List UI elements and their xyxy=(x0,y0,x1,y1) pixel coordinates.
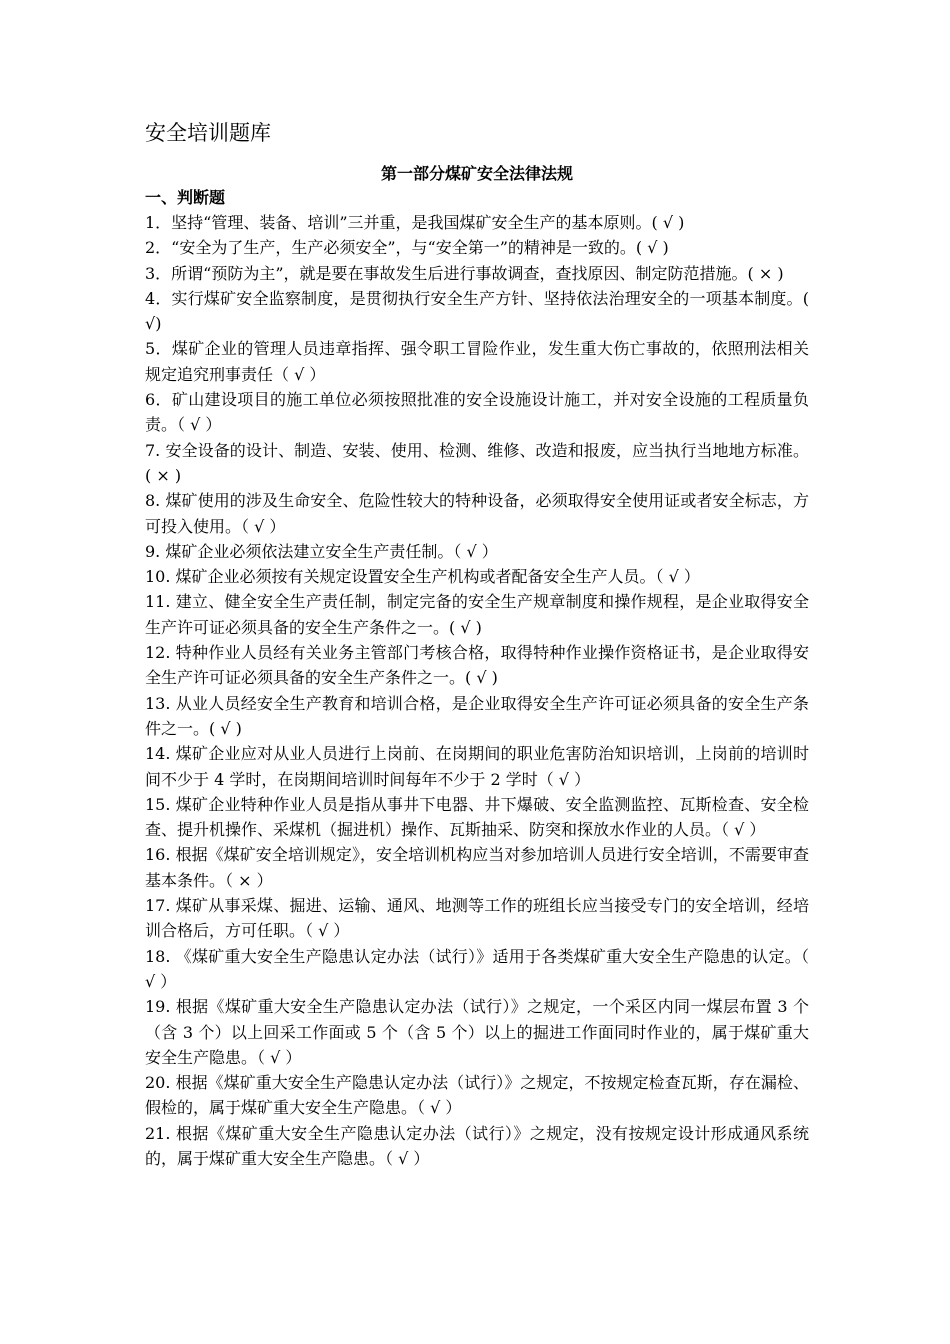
question-list xyxy=(145,210,809,1171)
question-item: 7. 安全设备的设计、制造、安装、使用、检测、维修、改造和报废，应当执行当地地方标准。( × ) xyxy=(145,440,809,485)
question-item: 19. 根据《煤矿重大安全生产隐患认定办法（试行）》之规定，一个采区内同一煤层布置 3 个（含 3 个）以上回采工作面或 5 个（含 5 个）以上的掘进工作面同时作业的，属于煤矿重大安全生产隐患。（ √ ） xyxy=(145,997,809,1067)
question-item: 9. 煤矿企业必须依法建立安全生产责任制。（ √ ） xyxy=(145,541,498,561)
question-item: 8. 煤矿使用的涉及生命安全、危险性较大的特种设备，必须取得安全使用证或者安全标志，方可投入使用。（ √ ） xyxy=(145,491,809,536)
question-item: 10. 煤矿企业必须按有关规定设置安全生产机构或者配备安全生产人员。（ √ ） xyxy=(145,567,700,587)
question-item: 12. 特种作业人员经有关业务主管部门考核合格，取得特种作业操作资格证书，是企业取得安全生产许可证必须具备的安全生产条件之一。( √ ) xyxy=(145,643,809,688)
question-item: 6．矿山建设项目的施工单位必须按照批准的安全设施设计施工，并对安全设施的工程质量负责。（ √ ） xyxy=(145,390,809,435)
document-page xyxy=(145,118,809,1171)
question-item: 17. 煤矿从事采煤、掘进、运输、通风、地测等工作的班组长应当接受专门的安全培训，经培训合格后，方可任职。（ √ ） xyxy=(145,896,809,941)
question-item: 11. 建立、健全安全生产责任制，制定完备的安全生产规章制度和操作规程，是企业取得安全生产许可证必须具备的安全生产条件之一。( √ ) xyxy=(145,592,809,637)
question-item: 21. 根据《煤矿重大安全生产隐患认定办法（试行）》之规定，没有按规定设计形成通风系统的，属于煤矿重大安全生产隐患。（ √ ） xyxy=(145,1123,809,1168)
question-item: 15. 煤矿企业特种作业人员是指从事井下电器、井下爆破、安全监测监控、瓦斯检查、安全检查、提升机操作、采煤机（掘进机）操作、瓦斯抽采、防突和探放水作业的人员。（ √ ） xyxy=(145,794,809,840)
question-item: 18. 《煤矿重大安全生产隐患认定办法（试行）》适用于各类煤矿重大安全生产隐患的认定。（ √ ） xyxy=(145,946,809,991)
question-item: 20. 根据《煤矿重大安全生产隐患认定办法（试行）》之规定，不按规定检查瓦斯，存在漏检、假检的，属于煤矿重大安全生产隐患。（ √ ） xyxy=(145,1073,809,1118)
question-item: 13. 从业人员经安全生产教育和培训合格，是企业取得安全生产许可证必须具备的安全生产条件之一。( √ ) xyxy=(145,693,809,738)
question-item: 14. 煤矿企业应对从业人员进行上岗前、在岗期间的职业危害防治知识培训，上岗前的培训时间不少于 4 学时，在岗期间培训时间每年不少于 2 学时（ √ ） xyxy=(145,744,809,789)
question-item: 2．“安全为了生产，生产必须安全”，与“安全第一”的精神是一致的。( √ ) xyxy=(145,238,669,258)
question-item: 5．煤矿企业的管理人员违章指挥、强令职工冒险作业，发生重大伤亡事故的，依照刑法相关规定追究刑事责任（ √ ） xyxy=(145,339,809,384)
question-item: 4．实行煤矿安全监察制度，是贯彻执行安全生产方针、坚持依法治理安全的一项基本制度。( √) xyxy=(145,288,809,334)
document-title: 安全培训题库 xyxy=(145,121,271,145)
question-item: 3．所谓“预防为主”，就是要在事故发生后进行事故调查，查找原因、制定防范措施。( × ) xyxy=(145,263,784,283)
question-item: 1．坚持“管理、装备、培训”三并重，是我国煤矿安全生产的基本原则。( √ ) xyxy=(145,213,685,232)
question-item: 16. 根据《煤矿安全培训规定》，安全培训机构应当对参加培训人员进行安全培训，不需要审查基本条件。（ × ） xyxy=(145,845,809,890)
part-title: 第一部分煤矿安全法律法规 xyxy=(380,164,573,183)
section-title: 一、判断题 xyxy=(145,188,226,207)
